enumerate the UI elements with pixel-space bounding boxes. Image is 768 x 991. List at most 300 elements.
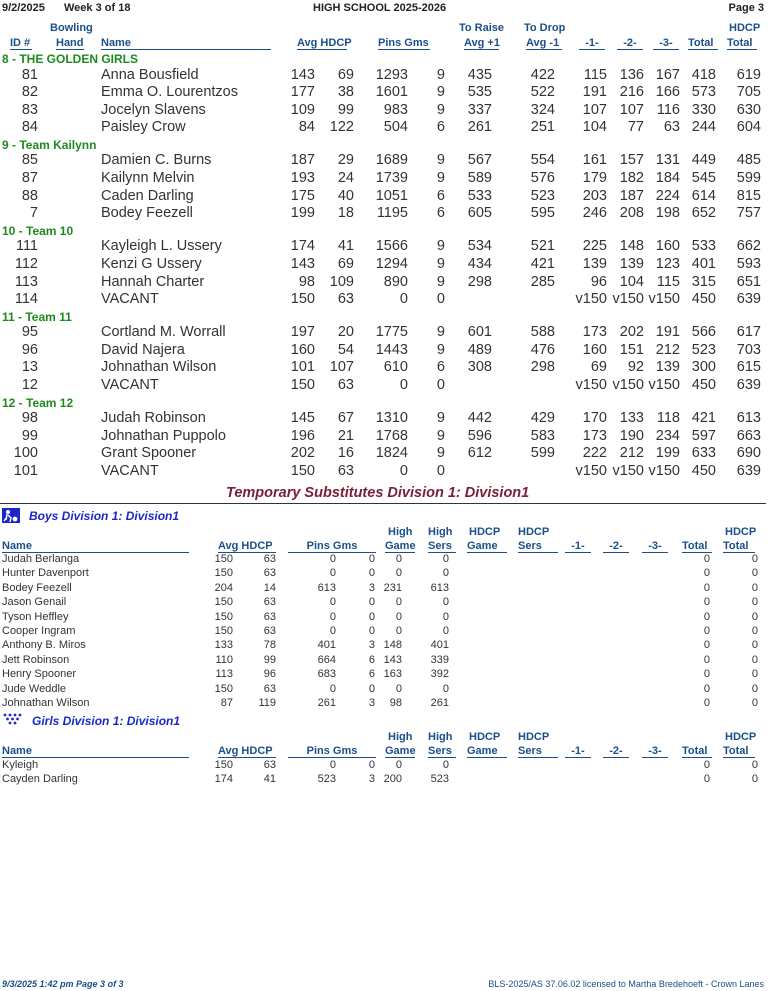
- sub-name: Jude Weddle: [2, 682, 67, 695]
- sub-games: 3: [368, 639, 375, 652]
- player-pins: 983: [383, 101, 408, 118]
- player-id: 13: [21, 359, 38, 376]
- player-to-drop: 576: [530, 170, 555, 186]
- sub-high-game: 0: [395, 682, 402, 695]
- sub-name: Judah Berlanga: [2, 553, 80, 565]
- player-to-drop: 422: [530, 66, 555, 83]
- player-games: 6: [436, 359, 445, 376]
- player-game-3: 118: [656, 410, 680, 427]
- sub-hdcp-total: 0: [751, 581, 758, 594]
- sub-hdcp: 63: [263, 553, 276, 565]
- player-hdcp-total: 757: [736, 205, 761, 222]
- player-game-3: v150: [648, 291, 680, 308]
- player-to-drop: 421: [530, 255, 555, 272]
- player-pins: 1051: [375, 187, 408, 204]
- player-avg: 143: [290, 66, 315, 83]
- boys-header-high-game-1: High: [388, 526, 413, 538]
- player-avg: 196: [290, 427, 315, 444]
- player-hdcp: 69: [337, 255, 354, 272]
- player-game-3: 199: [655, 445, 680, 462]
- boys-header-g3: -3-: [642, 540, 668, 553]
- sub-avg: 174: [214, 773, 233, 786]
- sub-hdcp: 14: [263, 581, 276, 594]
- player-to-raise: 596: [467, 427, 492, 444]
- player-avg: 177: [290, 84, 315, 101]
- player-game-3: v150: [648, 377, 680, 393]
- sub-total: 0: [703, 596, 710, 609]
- player-total: 330: [691, 101, 716, 118]
- boys-header-hdcp-total-2: Total: [723, 540, 755, 553]
- player-avg: 202: [290, 445, 315, 462]
- player-hdcp-total: 705: [736, 84, 761, 101]
- player-id: 88: [21, 187, 38, 204]
- player-total: 614: [691, 187, 716, 204]
- player-games: 9: [436, 66, 445, 83]
- player-games: 9: [436, 238, 445, 255]
- player-hdcp: 40: [337, 187, 354, 204]
- sub-games: 3: [368, 697, 375, 709]
- player-name: Cortland M. Worrall: [101, 324, 226, 341]
- team-player-row: [0, 238, 768, 256]
- col-header-bowling-hand-2: Hand: [56, 37, 84, 49]
- player-id: 99: [21, 427, 38, 444]
- sub-games: 3: [368, 773, 375, 786]
- player-game-3: 198: [655, 205, 680, 222]
- sub-high-game: 0: [395, 553, 402, 565]
- player-to-drop: 324: [530, 101, 555, 118]
- player-hdcp: 99: [337, 101, 354, 118]
- player-games: 9: [436, 152, 445, 169]
- player-id: 81: [21, 66, 38, 83]
- player-game-3: 224: [655, 187, 680, 204]
- team-player-row: [0, 170, 768, 188]
- player-id: 87: [21, 170, 38, 186]
- sub-high-series: 523: [430, 773, 449, 786]
- player-hdcp: 21: [337, 427, 354, 444]
- player-game-2: 104: [619, 273, 644, 290]
- player-hdcp: 63: [337, 377, 354, 393]
- player-game-3: 123: [655, 255, 680, 272]
- player-pins: 1739: [375, 170, 408, 186]
- team-header: 10 - Team 10: [2, 223, 74, 238]
- player-game-1: v150: [575, 377, 607, 393]
- player-game-3: 115: [656, 273, 680, 290]
- player-game-2: 187: [619, 187, 644, 204]
- sub-hdcp-total: 0: [751, 682, 758, 695]
- player-id: 114: [14, 291, 38, 308]
- boys-header-hdcp-game-1: HDCP: [469, 526, 501, 538]
- col-header-hdcp-total-2: Total: [727, 37, 757, 50]
- player-avg: 193: [290, 170, 315, 186]
- player-game-1: v150: [575, 291, 607, 308]
- player-total: 545: [691, 170, 716, 186]
- player-to-drop: 429: [530, 410, 555, 427]
- sub-high-series: 261: [430, 697, 449, 709]
- sub-total: 0: [703, 567, 710, 580]
- player-to-raise: 442: [467, 410, 492, 427]
- player-game-2: 77: [627, 119, 644, 136]
- sub-avg: 150: [214, 596, 233, 609]
- player-game-3: v150: [648, 462, 680, 479]
- sub-total: 0: [703, 773, 710, 786]
- sub-high-series: 0: [442, 625, 449, 637]
- sub-pins: 0: [329, 596, 336, 609]
- boys-division-title: Boys Division 1: Division1: [29, 509, 180, 523]
- sub-hdcp: 119: [258, 697, 276, 709]
- sub-pins: 0: [329, 553, 336, 565]
- player-id: 7: [29, 205, 38, 222]
- girls-header-high-sers-1: High: [428, 731, 453, 743]
- player-avg: 150: [290, 377, 315, 393]
- col-header-to-drop-2: Avg -1: [526, 37, 562, 50]
- player-total: 418: [691, 66, 716, 83]
- player-total: 300: [691, 359, 716, 376]
- team-header: 9 - Team Kailynn: [2, 137, 97, 152]
- player-pins: 0: [399, 462, 408, 479]
- sub-hdcp: 63: [263, 625, 276, 637]
- report-date: 9/2/2025: [2, 2, 45, 14]
- col-header-g1: -1-: [579, 37, 605, 50]
- player-pins: 504: [383, 119, 408, 136]
- player-to-raise: 435: [467, 66, 492, 83]
- player-hdcp-total: 593: [736, 255, 761, 272]
- footer-right: BLS-2025/AS 37.06.02 licensed to Martha Bredehoeft - Crown Lanes: [488, 979, 764, 989]
- player-name: Paisley Crow: [101, 119, 186, 136]
- player-hdcp: 16: [337, 445, 354, 462]
- boys-sub-row: [0, 639, 768, 653]
- player-name: VACANT: [101, 377, 159, 393]
- boys-sub-row: [0, 567, 768, 581]
- sub-high-series: 613: [430, 581, 449, 594]
- sub-high-game: 0: [395, 596, 402, 609]
- col-header-to-raise-1: To Raise: [459, 22, 505, 34]
- player-total: 573: [691, 84, 716, 101]
- player-game-2: 212: [619, 445, 644, 462]
- girls-pins-icon: [2, 712, 24, 724]
- sub-hdcp-total: 0: [751, 773, 758, 786]
- player-game-2: 190: [619, 427, 644, 444]
- team-player-row: [0, 359, 768, 377]
- player-hdcp-total: 703: [736, 341, 761, 358]
- player-game-2: 216: [619, 84, 644, 101]
- team-player-row: [0, 188, 768, 206]
- player-to-drop: 595: [530, 205, 555, 222]
- sub-hdcp: 96: [263, 668, 276, 681]
- sub-name: Tyson Heffley: [2, 610, 69, 623]
- player-to-drop: 523: [530, 187, 555, 204]
- player-pins: 890: [383, 273, 408, 290]
- sub-hdcp-total: 0: [751, 759, 758, 771]
- player-game-3: 191: [655, 324, 680, 341]
- team-header: 11 - Team 11: [2, 309, 72, 324]
- sub-avg: 150: [214, 625, 233, 637]
- player-hdcp: 24: [337, 170, 354, 186]
- player-game-1: 170: [582, 410, 607, 427]
- team-player-row: [0, 445, 768, 463]
- boys-header-total: Total: [682, 540, 712, 553]
- player-hdcp-total: 485: [736, 152, 761, 169]
- player-total: 652: [691, 205, 716, 222]
- boys-header-avg-hdcp: Avg HDCP: [218, 540, 276, 553]
- player-game-2: v150: [612, 462, 644, 479]
- sub-name: Jett Robinson: [2, 653, 70, 666]
- sub-games: 0: [368, 567, 375, 580]
- girls-header-hdcp-game-2: Game: [467, 745, 507, 758]
- boys-header-g2: -2-: [603, 540, 629, 553]
- girls-header-hdcp-game-1: HDCP: [469, 731, 501, 743]
- sub-hdcp: 63: [263, 682, 276, 695]
- sub-high-series: 0: [442, 553, 449, 565]
- player-name: Emma O. Lourentzos: [101, 84, 238, 101]
- sub-avg: 113: [215, 668, 233, 681]
- sub-total: 0: [703, 610, 710, 623]
- sub-avg: 150: [214, 567, 233, 580]
- player-avg: 101: [290, 359, 315, 376]
- sub-games: 0: [368, 759, 375, 771]
- player-game-3: 116: [656, 101, 680, 118]
- girls-header-hdcp-total-1: HDCP: [725, 731, 757, 743]
- player-to-drop: 588: [530, 324, 555, 341]
- boys-sub-row: [0, 625, 768, 639]
- player-hdcp: 69: [337, 66, 354, 83]
- girls-header-high-game-2: Game: [385, 745, 416, 757]
- player-id: 112: [14, 255, 38, 272]
- player-game-2: 148: [619, 238, 644, 255]
- sub-high-game: 163: [383, 668, 402, 681]
- player-pins: 1566: [375, 238, 408, 255]
- player-games: 9: [436, 101, 445, 118]
- sub-total: 0: [703, 639, 710, 652]
- boys-header-hdcp-game-2: Game: [467, 540, 507, 553]
- sub-name: Cayden Darling: [2, 773, 78, 786]
- player-pins: 1195: [376, 205, 408, 222]
- sub-high-series: 0: [442, 610, 449, 623]
- player-hdcp-total: 599: [736, 170, 761, 186]
- player-hdcp: 54: [337, 341, 354, 358]
- player-to-raise: 567: [467, 152, 492, 169]
- col-header-to-drop-1: To Drop: [524, 22, 566, 34]
- player-name: Caden Darling: [101, 187, 194, 204]
- player-to-raise: 535: [467, 84, 492, 101]
- player-game-2: 139: [619, 255, 644, 272]
- team-player-row: [0, 291, 768, 309]
- sub-hdcp-total: 0: [751, 697, 758, 709]
- sub-pins: 0: [329, 567, 336, 580]
- player-total: 315: [691, 273, 716, 290]
- player-pins: 1689: [375, 152, 408, 169]
- player-name: Kenzi G Ussery: [101, 255, 202, 272]
- sub-name: Bodey Feezell: [2, 581, 72, 594]
- sub-hdcp-total: 0: [751, 567, 758, 580]
- player-pins: 1443: [375, 341, 408, 358]
- boys-header-high-sers-1: High: [428, 526, 453, 538]
- sub-pins: 683: [317, 668, 336, 681]
- sub-high-game: 143: [383, 653, 402, 666]
- boys-header-high-sers-2: Sers: [428, 540, 456, 553]
- page-number: Page 3: [728, 2, 764, 14]
- sub-hdcp-total: 0: [751, 625, 758, 637]
- player-total: 244: [691, 119, 716, 136]
- player-game-1: 69: [590, 359, 607, 376]
- sub-pins: 0: [329, 625, 336, 637]
- sub-high-game: 0: [395, 567, 402, 580]
- girls-header-g3: -3-: [642, 745, 668, 758]
- sub-name: Cooper Ingram: [2, 625, 76, 637]
- boys-header-hdcp-sers-1: HDCP: [518, 526, 550, 538]
- player-name: Judah Robinson: [101, 410, 206, 427]
- player-name: Jocelyn Slavens: [101, 101, 206, 118]
- team-player-row: [0, 463, 768, 481]
- team-player-row: [0, 377, 768, 395]
- player-to-raise: 298: [467, 273, 492, 290]
- player-to-drop: 583: [530, 427, 555, 444]
- player-games: 6: [436, 119, 445, 136]
- player-name: Anna Bousfield: [101, 66, 199, 83]
- player-game-1: 246: [582, 205, 607, 222]
- col-header-bowling-hand-1: Bowling: [50, 22, 93, 34]
- footer-left: 9/3/2025 1:42 pm Page 3 of 3: [2, 979, 124, 989]
- player-hdcp: 38: [337, 84, 354, 101]
- player-games: 9: [436, 410, 445, 427]
- sub-avg: 150: [214, 759, 233, 771]
- player-id: 12: [21, 377, 38, 393]
- girls-header-hdcp-sers-1: HDCP: [518, 731, 550, 743]
- player-total: 401: [691, 255, 716, 272]
- boys-header-hdcp-sers-2: Sers: [518, 540, 558, 553]
- col-header-g2: -2-: [617, 37, 643, 50]
- sub-high-series: 339: [430, 653, 449, 666]
- girls-sub-row: [0, 773, 768, 787]
- player-hdcp: 18: [337, 205, 354, 222]
- player-games: 9: [436, 273, 445, 290]
- sub-name: Kyleigh: [2, 759, 39, 771]
- player-to-drop: 251: [530, 119, 555, 136]
- player-game-2: 182: [619, 170, 644, 186]
- sub-hdcp-total: 0: [751, 653, 758, 666]
- sub-name: Henry Spooner: [2, 668, 76, 681]
- player-pins: 610: [383, 359, 408, 376]
- player-avg: 150: [290, 291, 315, 308]
- sub-pins: 0: [329, 682, 336, 695]
- sub-name: Jason Genail: [2, 596, 67, 609]
- sub-high-game: 200: [383, 773, 402, 786]
- player-game-2: 202: [619, 324, 644, 341]
- report-title: HIGH SCHOOL 2025-2026: [313, 2, 447, 14]
- boys-header-high-game-2: Game: [385, 540, 416, 552]
- player-to-raise: 612: [467, 445, 492, 462]
- player-hdcp: 109: [329, 273, 354, 290]
- sub-hdcp: 63: [263, 596, 276, 609]
- player-id: 84: [21, 119, 38, 136]
- sub-games: 6: [368, 653, 375, 666]
- player-to-raise: 337: [467, 101, 492, 118]
- sub-avg: 150: [214, 553, 233, 565]
- girls-header-high-game-1: High: [388, 731, 413, 743]
- sub-pins: 664: [317, 653, 336, 666]
- boys-bowler-icon: [2, 508, 20, 523]
- sub-hdcp-total: 0: [751, 610, 758, 623]
- player-hdcp-total: 639: [736, 377, 761, 393]
- player-total: 450: [691, 377, 716, 393]
- player-total: 566: [691, 324, 716, 341]
- sub-total: 0: [703, 553, 710, 565]
- player-hdcp: 107: [329, 359, 354, 376]
- player-pins: 1601: [375, 84, 408, 101]
- player-game-1: 107: [582, 101, 607, 118]
- col-header-avg-hdcp: Avg HDCP: [297, 37, 352, 49]
- player-game-3: 131: [655, 152, 680, 169]
- boys-sub-row: [0, 668, 768, 682]
- player-id: 85: [21, 152, 38, 169]
- boys-header-pins-gms: Pins Gms: [288, 540, 376, 553]
- player-hdcp-total: 663: [736, 427, 761, 444]
- player-game-1: 191: [582, 84, 607, 101]
- player-avg: 109: [290, 101, 315, 118]
- player-game-1: 115: [583, 66, 607, 83]
- player-to-drop: 599: [530, 445, 555, 462]
- team-player-row: [0, 256, 768, 274]
- boys-header-name: Name: [2, 540, 189, 553]
- player-name: Bodey Feezell: [101, 205, 193, 222]
- col-header-id: ID #: [10, 37, 31, 49]
- team-player-row: [0, 119, 768, 137]
- player-hdcp: 41: [337, 238, 354, 255]
- team-player-row: [0, 342, 768, 360]
- player-game-3: 167: [655, 66, 680, 83]
- player-game-1: 179: [582, 170, 607, 186]
- sub-high-series: 401: [430, 639, 449, 652]
- player-avg: 150: [290, 462, 315, 479]
- player-hdcp-total: 619: [736, 66, 761, 83]
- player-to-raise: 261: [467, 119, 492, 136]
- player-hdcp-total: 615: [736, 359, 761, 376]
- sub-games: 6: [368, 668, 375, 681]
- girls-header-total: Total: [682, 745, 712, 758]
- player-game-2: v150: [612, 291, 644, 308]
- player-avg: 174: [290, 238, 315, 255]
- player-pins: 0: [399, 377, 408, 393]
- player-id: 95: [21, 324, 38, 341]
- sub-hdcp: 63: [263, 567, 276, 580]
- player-id: 113: [14, 273, 38, 290]
- sub-avg: 150: [214, 682, 233, 695]
- player-games: 9: [436, 427, 445, 444]
- player-game-3: 160: [655, 238, 680, 255]
- team-header: 8 - THE GOLDEN GIRLS: [2, 52, 139, 66]
- sub-high-game: 0: [395, 759, 402, 771]
- player-id: 96: [21, 341, 38, 358]
- sub-avg: 110: [215, 653, 233, 666]
- girls-header-hdcp-total-2: Total: [723, 745, 755, 758]
- sub-games: 0: [368, 625, 375, 637]
- sub-high-series: 392: [430, 668, 449, 681]
- player-name: Grant Spooner: [101, 445, 197, 462]
- player-pins: 1768: [375, 427, 408, 444]
- player-pins: 1293: [375, 66, 408, 83]
- girls-sub-row: [0, 759, 768, 773]
- subs-title: Temporary Substitutes Division 1: Division1: [226, 485, 530, 501]
- sub-high-game: 98: [389, 697, 402, 709]
- player-pins: 1310: [375, 410, 408, 427]
- player-avg: 175: [290, 187, 315, 204]
- boys-sub-row: [0, 596, 768, 610]
- player-to-drop: 522: [530, 84, 555, 101]
- player-name: Damien C. Burns: [101, 152, 212, 169]
- player-game-3: 234: [655, 427, 680, 444]
- sub-high-series: 0: [442, 682, 449, 695]
- player-total: 421: [691, 410, 716, 427]
- sub-avg: 150: [214, 610, 233, 623]
